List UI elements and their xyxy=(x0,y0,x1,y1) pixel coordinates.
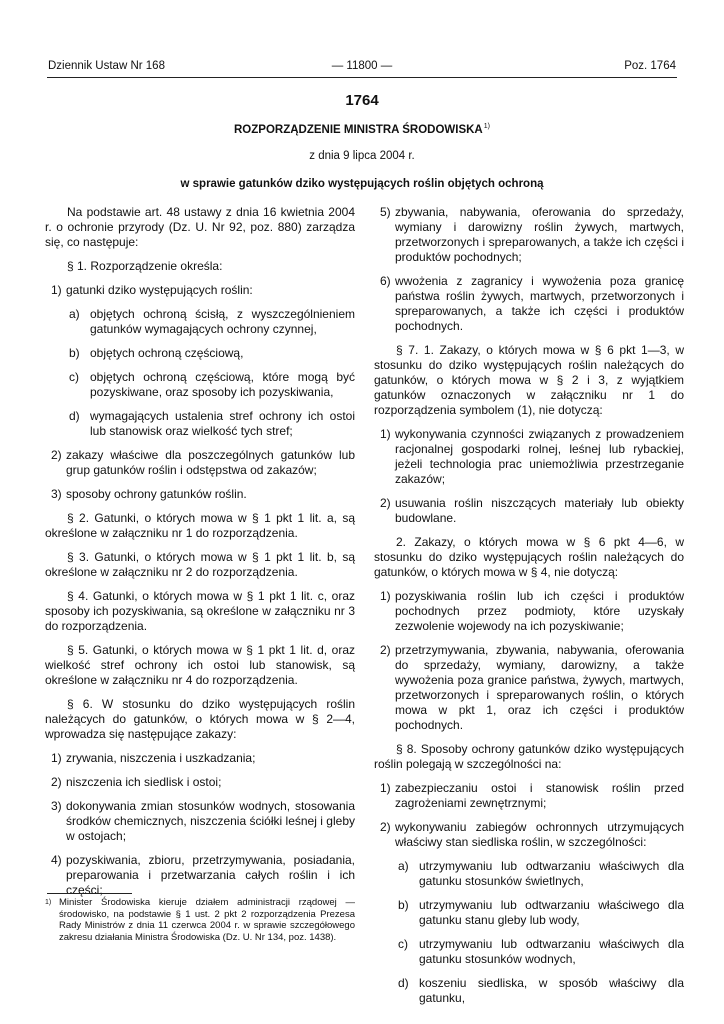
position-number: Poz. 1764 xyxy=(624,60,676,72)
item-number: 1) xyxy=(51,283,62,297)
paragraph-6: § 6. W stosunku do dziko występujących roślin należących do gatunków, o których mowa w § 2—4, wprowadza się następujące zakazy: xyxy=(45,697,355,741)
list-item xyxy=(374,205,684,265)
list-item xyxy=(374,937,684,967)
journal-name: Dziennik Ustaw Nr 168 xyxy=(48,60,165,72)
item-text: utrzymywaniu lub odtwarzaniu właściwego dla gatunku stanu gleby lub wody, xyxy=(419,898,684,927)
item-text: wwożenia z zagranicy i wywożenia poza granicę państwa roślin żywych, martwych, przetworzonych i spreparowanych, a także ich części i produktów pochodnych. xyxy=(395,274,684,333)
list-item xyxy=(374,820,684,850)
list-item xyxy=(374,976,684,1006)
item-text: dokonywania zmian stosunków wodnych, stosowania środków chemicznych, niszczenia ściółki leśnej i gleby w ostojach; xyxy=(66,799,355,843)
item-number: 1) xyxy=(380,589,391,603)
item-text: utrzymywaniu lub odtwarzaniu właściwych dla gatunku stosunków wodnych, xyxy=(419,937,684,966)
item-number: d) xyxy=(398,976,409,990)
item-number: 2) xyxy=(380,820,391,834)
item-number: 1) xyxy=(380,427,391,441)
list-item xyxy=(45,409,355,439)
item-text: objętych ochroną ścisłą, z wyszczególnieniem gatunków wymagających ochrony czynnej, xyxy=(90,307,355,336)
paragraph-5: § 5. Gatunki, o których mowa w § 1 pkt 1 lit. d, oraz wielkość stref ochrony ich ostoi lub stanowisk, są określone w załączniku nr 4 do rozporządzenia. xyxy=(45,643,355,687)
item-text: zrywania, niszczenia i uszkadzania; xyxy=(66,751,256,765)
item-number: a) xyxy=(69,307,80,321)
left-column xyxy=(45,205,355,907)
list-item xyxy=(45,307,355,337)
item-text: zbywania, nabywania, oferowania do sprzedaży, wymiany i darowizny roślin żywych, martwych, przetworzonych i spreparowanych, a także ich części i produktów pochodnych; xyxy=(395,205,684,264)
item-text: wykonywaniu zabiegów ochronnych utrzymujących właściwy stan siedliska roślin, w szczególności: xyxy=(395,820,684,849)
item-number: 5) xyxy=(380,205,391,219)
paragraph-8: § 8. Sposoby ochrony gatunków dziko występujących roślin polegają w szczególności na: xyxy=(374,742,684,771)
list-item xyxy=(45,775,355,790)
preamble: Na podstawie art. 48 ustawy z dnia 16 kwietnia 2004 r. o ochronie przyrody (Dz. U. Nr 92, poz. 880) zarządza się, co następuje: xyxy=(45,205,355,249)
item-text: objętych ochroną częściową, które mogą być pozyskiwane, oraz sposoby ich pozyskiwania, xyxy=(90,370,355,399)
footnote xyxy=(45,897,355,943)
item-number: 6) xyxy=(380,274,391,288)
item-number: b) xyxy=(398,898,409,912)
paragraph-7-1: § 7. 1. Zakazy, o których mowa w § 6 pkt 1—3, w stosunku do dziko występujących roślin należących do gatunków, o których mowa w § 2 i 3, z wyjątkiem gatunków oznaczonych w załączniku nr 1 do rozporządzenia symbolem (1), nie dotyczą: xyxy=(374,343,684,417)
item-text: sposoby ochrony gatunków roślin. xyxy=(66,487,247,501)
list-item xyxy=(45,799,355,844)
list-item xyxy=(374,781,684,811)
item-number: 2) xyxy=(380,496,391,510)
paragraph-2: § 2. Gatunki, o których mowa w § 1 pkt 1 lit. a, są określone w załączniku nr 1 do rozporządzenia. xyxy=(45,511,355,540)
item-number: 1) xyxy=(380,781,391,795)
act-title-text: ROZPORZĄDZENIE MINISTRA ŚRODOWISKA xyxy=(234,124,483,136)
right-column xyxy=(374,205,684,1015)
footnote-number: 1) xyxy=(45,899,52,906)
item-number: 1) xyxy=(51,751,62,765)
item-text: niszczenia ich siedlisk i ostoi; xyxy=(66,775,222,789)
footnote-rule xyxy=(47,893,132,894)
paragraph-3: § 3. Gatunki, o których mowa w § 1 pkt 1 lit. b, są określone w załączniku nr 2 do rozporządzenia. xyxy=(45,550,355,579)
list-item xyxy=(45,283,355,298)
item-text: wykonywania czynności związanych z prowadzeniem racjonalnej gospodarki rolnej, leśnej lub rybackiej, jeżeli technologia prac uniemożliwia przestrzeganie zakazów; xyxy=(395,427,684,486)
item-number: 2) xyxy=(380,643,391,657)
item-text: usuwania roślin niszczących materiały lub obiekty budowlane. xyxy=(395,496,684,525)
paragraph-7-2: 2. Zakazy, o których mowa w § 6 pkt 4—6, w stosunku do dziko występujących roślin należących do gatunków, o których mowa w § 4, nie dotyczą: xyxy=(374,535,684,579)
item-text: zabezpieczaniu ostoi i stanowisk roślin przed zagrożeniami zewnętrznymi; xyxy=(395,781,684,810)
item-text: objętych ochroną częściową, xyxy=(90,346,244,360)
list-item xyxy=(374,496,684,526)
item-number: 4) xyxy=(51,853,62,867)
list-item xyxy=(45,448,355,478)
list-item xyxy=(45,346,355,361)
title-footnote-ref[interactable]: 1) xyxy=(483,123,490,130)
item-text: zakazy właściwe dla poszczególnych gatunków lub grup gatunków roślin i odstępstwa od zakazów; xyxy=(66,448,355,477)
list-item xyxy=(374,643,684,733)
list-item xyxy=(45,853,355,898)
act-title xyxy=(0,123,724,136)
item-number: d) xyxy=(69,409,80,423)
list-item xyxy=(374,589,684,634)
header-rule xyxy=(47,77,677,78)
item-text: gatunki dziko występujących roślin: xyxy=(66,283,253,297)
item-number: a) xyxy=(398,859,409,873)
item-number: b) xyxy=(69,346,80,360)
item-number: c) xyxy=(69,370,79,384)
list-item xyxy=(45,751,355,766)
item-number: 2) xyxy=(51,448,62,462)
item-text: pozyskiwania roślin lub ich części i produktów pochodnych przez podmioty, które uzyskały zezwolenie wojewody na ich pozyskiwanie; xyxy=(395,589,684,633)
item-text: wymagających ustalenia stref ochrony ich ostoi lub stanowisk oraz wielkość tych stref; xyxy=(90,409,355,438)
item-text: pozyskiwania, zbioru, przetrzymywania, posiadania, preparowania i przetwarzania całych roślin i ich części; xyxy=(66,853,355,897)
list-item xyxy=(374,427,684,487)
paragraph-1: § 1. Rozporządzenie określa: xyxy=(67,259,223,273)
act-number: 1764 xyxy=(345,92,379,109)
footnote-text: Minister Środowiska kieruje działem administracji rządowej — środowisko, na podstawie § 1 ust. 2 pkt 2 rozporządzenia Prezesa Rady Ministrów z dnia 11 czerwca 2004 r. w sprawie szczegółowego zakresu działania Ministra Środowiska (Dz. U. Nr 134, poz. 1438). xyxy=(59,897,355,943)
item-text: utrzymywaniu lub odtwarzaniu właściwych dla gatunku stosunków świetlnych, xyxy=(419,859,684,888)
item-text: koszeniu siedliska, w sposób właściwy dla gatunku, xyxy=(419,976,684,1005)
list-item xyxy=(374,859,684,889)
item-text: przetrzymywania, zbywania, nabywania, oferowania do sprzedaży, wymiany, darowizny, a także wywożenia poza granice państwa, żywych, martwych, przetworzonych i spreparowanych roślin, o których mowa w pkt 1, oraz ich części i produktów pochodnych. xyxy=(395,643,684,732)
item-number: c) xyxy=(398,937,408,951)
list-item xyxy=(374,274,684,334)
paragraph-4: § 4. Gatunki, o których mowa w § 1 pkt 1 lit. c, oraz sposoby ich pozyskiwania, są określone w załączniku nr 3 do rozporządzenia. xyxy=(45,589,355,633)
act-subject: w sprawie gatunków dziko występujących roślin objętych ochroną xyxy=(180,178,544,190)
item-number: 2) xyxy=(51,775,62,789)
item-number: 3) xyxy=(51,487,62,501)
item-number: 3) xyxy=(51,799,62,813)
list-item xyxy=(45,487,355,502)
page-number: — 11800 — xyxy=(331,60,393,72)
list-item xyxy=(374,898,684,928)
act-date: z dnia 9 lipca 2004 r. xyxy=(309,150,415,162)
list-item xyxy=(45,370,355,400)
